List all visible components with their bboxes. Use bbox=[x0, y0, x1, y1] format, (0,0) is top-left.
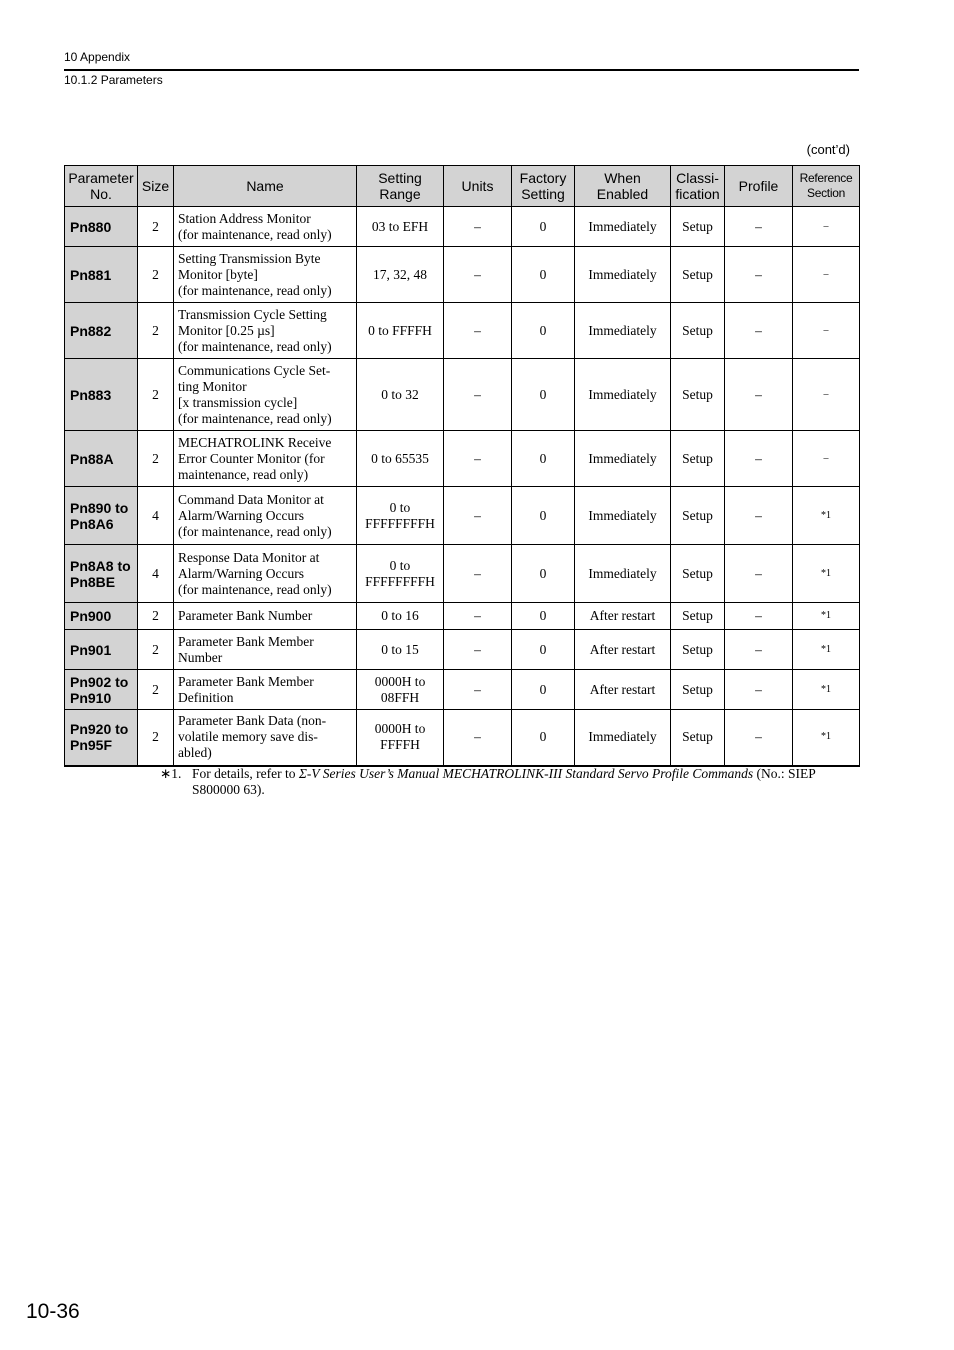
setting-range-cell bbox=[357, 431, 444, 487]
units-cell-text: – bbox=[474, 266, 481, 282]
reference-section-cell-text: *1 bbox=[821, 509, 831, 521]
section-heading: 10.1.2 Parameters bbox=[64, 73, 163, 87]
name-cell bbox=[174, 431, 357, 487]
factory-setting-cell bbox=[512, 603, 575, 630]
table-row bbox=[65, 247, 860, 303]
name-cell-line: abled) bbox=[178, 745, 212, 761]
table-row bbox=[65, 545, 860, 603]
profile-cell bbox=[725, 545, 793, 603]
parameter-no-cell bbox=[65, 247, 138, 303]
reference-section-cell bbox=[793, 487, 860, 545]
profile-cell-text: – bbox=[755, 266, 762, 282]
setting-range-cell-line: 0000H to bbox=[374, 673, 426, 689]
factory-setting-cell-text: 0 bbox=[539, 641, 547, 657]
reference-section-cell-text: *1 bbox=[821, 683, 831, 695]
classification-cell-text: Setup bbox=[682, 266, 713, 282]
parameter-no-cell-line: Pn88A bbox=[70, 450, 114, 467]
classification-cell bbox=[671, 545, 725, 603]
name-cell-line: Alarm/Warning Occurs bbox=[178, 507, 304, 523]
size-cell-text: 2 bbox=[152, 386, 159, 402]
name-cell bbox=[174, 545, 357, 603]
factory-setting-cell-text: 0 bbox=[539, 266, 547, 282]
factory-setting-cell bbox=[512, 630, 575, 670]
factory-setting-cell bbox=[512, 545, 575, 603]
factory-setting-cell bbox=[512, 359, 575, 431]
classification-cell-text: Setup bbox=[682, 386, 713, 402]
column-header-line: Factory bbox=[519, 170, 567, 186]
name-cell-line: Communications Cycle Set- bbox=[178, 362, 331, 378]
factory-setting-cell-text: 0 bbox=[539, 507, 547, 523]
parameter-no-cell bbox=[65, 303, 138, 359]
reference-section-cell bbox=[793, 603, 860, 630]
size-cell-text: 2 bbox=[152, 266, 159, 282]
units-cell bbox=[444, 431, 512, 487]
parameter-no-cell bbox=[65, 603, 138, 630]
reference-section-cell-text: – bbox=[823, 220, 829, 232]
profile-cell-text: – bbox=[755, 322, 762, 338]
parameter-no-cell-line: Pn880 bbox=[70, 218, 112, 235]
factory-setting-cell bbox=[512, 431, 575, 487]
name-cell-line: Parameter Bank Data (non- bbox=[178, 713, 327, 729]
parameter-no-cell bbox=[65, 359, 138, 431]
classification-cell bbox=[671, 603, 725, 630]
profile-cell-text: – bbox=[755, 450, 762, 466]
reference-section-cell bbox=[793, 303, 860, 359]
classification-cell bbox=[671, 710, 725, 766]
name-cell-line: (for maintenance, read only) bbox=[178, 581, 332, 597]
name-cell-line: (for maintenance, read only) bbox=[178, 282, 332, 298]
reference-section-cell-text: – bbox=[823, 268, 829, 280]
column-header-line: No. bbox=[90, 186, 112, 202]
units-cell bbox=[444, 545, 512, 603]
table-row bbox=[65, 207, 860, 247]
size-cell bbox=[138, 670, 174, 710]
parameter-no-cell bbox=[65, 545, 138, 603]
parameter-no-cell-line: Pn882 bbox=[70, 322, 112, 339]
reference-section-cell-text: – bbox=[823, 324, 829, 336]
size-cell bbox=[138, 359, 174, 431]
name-cell bbox=[174, 303, 357, 359]
name-cell-line: volatile memory save dis- bbox=[178, 729, 318, 745]
classification-cell bbox=[671, 207, 725, 247]
name-cell bbox=[174, 247, 357, 303]
name-cell-line: Monitor [0.25 µs] bbox=[178, 322, 275, 338]
name-cell bbox=[174, 630, 357, 670]
name-cell-line: [x transmission cycle] bbox=[178, 394, 298, 410]
setting-range-cell bbox=[357, 359, 444, 431]
units-cell bbox=[444, 603, 512, 630]
table-row bbox=[65, 303, 860, 359]
parameter-no-cell-line: Pn901 bbox=[70, 641, 112, 658]
size-cell-text: 2 bbox=[152, 681, 159, 697]
name-cell-line: Transmission Cycle Setting bbox=[178, 306, 327, 322]
size-cell-text: 2 bbox=[152, 608, 159, 623]
profile-cell bbox=[725, 630, 793, 670]
column-header-3 bbox=[357, 166, 444, 207]
profile-cell bbox=[725, 359, 793, 431]
name-cell-line: Command Data Monitor at bbox=[178, 491, 324, 507]
setting-range-cell bbox=[357, 487, 444, 545]
parameter-no-cell bbox=[65, 670, 138, 710]
setting-range-cell-line: FFFFFFFFH bbox=[365, 573, 435, 589]
name-cell-line: maintenance, read only) bbox=[178, 466, 309, 482]
setting-range-cell bbox=[357, 630, 444, 670]
classification-cell bbox=[671, 670, 725, 710]
setting-range-cell-line: FFFFH bbox=[380, 737, 420, 753]
reference-section-cell bbox=[793, 247, 860, 303]
parameter-no-cell-line: Pn920 to bbox=[70, 721, 129, 738]
setting-range-cell-line: 0 to 65535 bbox=[371, 450, 429, 466]
when-enabled-cell-text: Immediately bbox=[588, 729, 657, 745]
setting-range-cell bbox=[357, 303, 444, 359]
table-row bbox=[65, 630, 860, 670]
setting-range-cell-line: 17, 32, 48 bbox=[373, 266, 427, 282]
name-cell bbox=[174, 670, 357, 710]
parameter-no-cell-line: Pn881 bbox=[70, 266, 112, 283]
column-header-line: fication bbox=[675, 186, 720, 202]
size-cell-text: 2 bbox=[152, 322, 159, 338]
column-header-1 bbox=[138, 166, 174, 207]
setting-range-cell bbox=[357, 247, 444, 303]
setting-range-cell bbox=[357, 207, 444, 247]
factory-setting-cell-text: 0 bbox=[539, 681, 547, 697]
when-enabled-cell-text: Immediately bbox=[588, 450, 657, 466]
when-enabled-cell bbox=[575, 630, 671, 670]
size-cell bbox=[138, 545, 174, 603]
footnote-suffix-2: S800000 63). bbox=[192, 782, 265, 797]
size-cell bbox=[138, 710, 174, 766]
factory-setting-cell-text: 0 bbox=[539, 450, 547, 466]
table-header-row bbox=[65, 166, 860, 207]
column-header-line: Units bbox=[461, 178, 494, 194]
parameter-no-cell-line: Pn95F bbox=[70, 737, 113, 754]
classification-cell-text: Setup bbox=[682, 729, 713, 745]
factory-setting-cell-text: 0 bbox=[539, 608, 547, 623]
column-header-line: Classi- bbox=[676, 170, 719, 186]
when-enabled-cell bbox=[575, 359, 671, 431]
setting-range-cell-line: 08FFH bbox=[380, 689, 420, 705]
classification-cell bbox=[671, 303, 725, 359]
reference-section-cell bbox=[793, 431, 860, 487]
when-enabled-cell-text: After restart bbox=[589, 608, 656, 623]
profile-cell-text: – bbox=[755, 507, 762, 523]
units-cell bbox=[444, 630, 512, 670]
name-cell-line: (for maintenance, read only) bbox=[178, 523, 332, 539]
factory-setting-cell-text: 0 bbox=[539, 565, 547, 581]
units-cell-text: – bbox=[474, 641, 481, 657]
when-enabled-cell bbox=[575, 247, 671, 303]
reference-section-cell bbox=[793, 207, 860, 247]
parameter-table bbox=[64, 165, 860, 767]
name-cell-line: MECHATROLINK Receive bbox=[178, 434, 332, 450]
name-cell bbox=[174, 603, 357, 630]
footnote-prefix: For details, refer to bbox=[192, 766, 299, 781]
table-row bbox=[65, 431, 860, 487]
setting-range-cell-line: 0 to FFFFH bbox=[368, 322, 432, 338]
units-cell-text: – bbox=[474, 681, 481, 697]
units-cell bbox=[444, 670, 512, 710]
name-cell-line: Parameter Bank Member bbox=[178, 633, 314, 649]
when-enabled-cell bbox=[575, 487, 671, 545]
size-cell bbox=[138, 247, 174, 303]
column-header-5 bbox=[512, 166, 575, 207]
name-cell-line: ting Monitor bbox=[178, 378, 247, 394]
classification-cell bbox=[671, 431, 725, 487]
setting-range-cell-line: 0 to bbox=[389, 557, 411, 573]
parameter-no-cell bbox=[65, 207, 138, 247]
classification-cell-text: Setup bbox=[682, 565, 713, 581]
parameter-no-cell bbox=[65, 431, 138, 487]
factory-setting-cell bbox=[512, 487, 575, 545]
setting-range-cell-line: 0 to 16 bbox=[381, 608, 419, 623]
column-header-line: Enabled bbox=[596, 186, 649, 202]
factory-setting-cell-text: 0 bbox=[539, 218, 547, 234]
when-enabled-cell-text: After restart bbox=[589, 641, 656, 657]
page-number: 10-36 bbox=[26, 1300, 80, 1323]
when-enabled-cell-text: Immediately bbox=[588, 565, 657, 581]
classification-cell bbox=[671, 359, 725, 431]
footnote-manual-title: Σ-V Series User’s Manual MECHATROLINK-III Standard Servo Profile Commands bbox=[298, 766, 754, 781]
name-cell bbox=[174, 487, 357, 545]
profile-cell bbox=[725, 431, 793, 487]
reference-section-cell-text: – bbox=[823, 452, 829, 464]
reference-section-cell-text: – bbox=[823, 388, 829, 400]
when-enabled-cell bbox=[575, 303, 671, 359]
factory-setting-cell bbox=[512, 207, 575, 247]
table-body bbox=[65, 207, 860, 766]
reference-section-cell bbox=[793, 545, 860, 603]
name-cell-line: Parameter Bank Number bbox=[178, 608, 313, 623]
footnote-mark: ∗1. bbox=[160, 766, 182, 781]
name-cell-line: Definition bbox=[178, 689, 234, 705]
reference-section-cell bbox=[793, 710, 860, 766]
name-cell-line: (for maintenance, read only) bbox=[178, 226, 332, 242]
when-enabled-cell-text: Immediately bbox=[588, 507, 657, 523]
setting-range-cell bbox=[357, 710, 444, 766]
when-enabled-cell bbox=[575, 710, 671, 766]
profile-cell-text: – bbox=[755, 565, 762, 581]
setting-range-cell-line: 0 to bbox=[389, 499, 411, 515]
units-cell bbox=[444, 247, 512, 303]
size-cell bbox=[138, 603, 174, 630]
name-cell-line: Number bbox=[178, 649, 223, 665]
when-enabled-cell bbox=[575, 603, 671, 630]
size-cell bbox=[138, 487, 174, 545]
factory-setting-cell-text: 0 bbox=[539, 386, 547, 402]
when-enabled-cell bbox=[575, 545, 671, 603]
units-cell-text: – bbox=[474, 565, 481, 581]
name-cell-line: Setting Transmission Byte bbox=[178, 250, 321, 266]
units-cell-text: – bbox=[474, 386, 481, 402]
units-cell-text: – bbox=[474, 507, 481, 523]
name-cell bbox=[174, 207, 357, 247]
size-cell-text: 2 bbox=[152, 729, 159, 745]
factory-setting-cell bbox=[512, 670, 575, 710]
factory-setting-cell bbox=[512, 303, 575, 359]
table-row bbox=[65, 710, 860, 766]
column-header-line: Setting bbox=[521, 186, 565, 202]
reference-section-cell bbox=[793, 670, 860, 710]
profile-cell-text: – bbox=[755, 386, 762, 402]
name-cell-line: Station Address Monitor bbox=[178, 210, 311, 226]
column-header-8 bbox=[725, 166, 793, 207]
setting-range-cell-line: 0000H to bbox=[374, 721, 426, 737]
setting-range-cell-line: 03 to EFH bbox=[371, 218, 429, 234]
column-header-line: Size bbox=[141, 178, 170, 194]
units-cell-text: – bbox=[474, 322, 481, 338]
units-cell bbox=[444, 303, 512, 359]
setting-range-cell bbox=[357, 603, 444, 630]
classification-cell-text: Setup bbox=[682, 681, 713, 697]
when-enabled-cell-text: Immediately bbox=[588, 386, 657, 402]
column-header-line: When bbox=[604, 170, 641, 186]
reference-section-cell bbox=[793, 359, 860, 431]
parameter-no-cell-line: Pn8A6 bbox=[70, 515, 114, 532]
table-row bbox=[65, 487, 860, 545]
classification-cell-text: Setup bbox=[682, 322, 713, 338]
profile-cell bbox=[725, 603, 793, 630]
size-cell bbox=[138, 630, 174, 670]
profile-cell bbox=[725, 247, 793, 303]
when-enabled-cell-text: Immediately bbox=[588, 266, 657, 282]
column-header-line: Profile bbox=[738, 178, 779, 194]
classification-cell-text: Setup bbox=[682, 641, 713, 657]
parameter-no-cell-line: Pn910 bbox=[70, 689, 112, 706]
units-cell bbox=[444, 487, 512, 545]
size-cell-text: 4 bbox=[152, 565, 159, 581]
size-cell bbox=[138, 207, 174, 247]
setting-range-cell-line: 0 to 32 bbox=[381, 386, 419, 402]
classification-cell bbox=[671, 247, 725, 303]
column-header-6 bbox=[575, 166, 671, 207]
units-cell-text: – bbox=[474, 218, 481, 234]
units-cell-text: – bbox=[474, 450, 481, 466]
column-header-2 bbox=[174, 166, 357, 207]
when-enabled-cell bbox=[575, 431, 671, 487]
parameter-no-cell-line: Pn883 bbox=[70, 386, 112, 403]
profile-cell-text: – bbox=[755, 608, 762, 623]
name-cell bbox=[174, 359, 357, 431]
name-cell-line: Error Counter Monitor (for bbox=[178, 450, 325, 466]
classification-cell-text: Setup bbox=[682, 507, 713, 523]
name-cell-line: (for maintenance, read only) bbox=[178, 338, 332, 354]
when-enabled-cell-text: Immediately bbox=[588, 322, 657, 338]
parameter-no-cell bbox=[65, 710, 138, 766]
column-header-line: Parameter bbox=[68, 170, 134, 186]
size-cell bbox=[138, 431, 174, 487]
reference-section-cell-text: *1 bbox=[821, 643, 831, 655]
setting-range-cell bbox=[357, 670, 444, 710]
table-row bbox=[65, 359, 860, 431]
parameter-no-cell bbox=[65, 487, 138, 545]
column-header-7 bbox=[671, 166, 725, 207]
header-rule bbox=[64, 69, 859, 71]
name-cell-line: Monitor [byte] bbox=[178, 266, 258, 282]
reference-section-cell-text: *1 bbox=[821, 567, 831, 579]
parameter-no-cell bbox=[65, 630, 138, 670]
units-cell-text: – bbox=[474, 608, 481, 623]
profile-cell-text: – bbox=[755, 641, 762, 657]
parameter-no-cell-line: Pn902 to bbox=[70, 673, 129, 690]
size-cell bbox=[138, 303, 174, 359]
name-cell-line: Response Data Monitor at bbox=[178, 549, 320, 565]
profile-cell bbox=[725, 710, 793, 766]
reference-section-cell bbox=[793, 630, 860, 670]
parameter-no-cell-line: Pn900 bbox=[70, 608, 112, 624]
profile-cell-text: – bbox=[755, 681, 762, 697]
when-enabled-cell-text: Immediately bbox=[588, 218, 657, 234]
profile-cell-text: – bbox=[755, 729, 762, 745]
table-row bbox=[65, 670, 860, 710]
size-cell-text: 2 bbox=[152, 641, 159, 657]
name-cell-line: Alarm/Warning Occurs bbox=[178, 565, 304, 581]
reference-section-cell-text: *1 bbox=[821, 610, 831, 621]
parameter-no-cell-line: Pn8BE bbox=[70, 573, 116, 590]
setting-range-cell bbox=[357, 545, 444, 603]
size-cell-text: 2 bbox=[152, 218, 159, 234]
name-cell-line: (for maintenance, read only) bbox=[178, 410, 332, 426]
table-row bbox=[65, 603, 860, 630]
units-cell bbox=[444, 710, 512, 766]
size-cell-text: 4 bbox=[152, 507, 159, 523]
name-cell-line: Parameter Bank Member bbox=[178, 673, 314, 689]
classification-cell-text: Setup bbox=[682, 608, 713, 623]
column-header-0 bbox=[65, 166, 138, 207]
factory-setting-cell bbox=[512, 247, 575, 303]
column-header-9 bbox=[793, 166, 860, 207]
units-cell-text: – bbox=[474, 729, 481, 745]
footnote-text bbox=[192, 766, 852, 798]
setting-range-cell-line: FFFFFFFFH bbox=[365, 515, 435, 531]
column-header-line: Reference bbox=[799, 171, 853, 185]
classification-cell bbox=[671, 487, 725, 545]
size-cell-text: 2 bbox=[152, 450, 159, 466]
parameter-no-cell-line: Pn890 to bbox=[70, 499, 129, 516]
profile-cell bbox=[725, 487, 793, 545]
name-cell bbox=[174, 710, 357, 766]
profile-cell bbox=[725, 303, 793, 359]
classification-cell bbox=[671, 630, 725, 670]
factory-setting-cell bbox=[512, 710, 575, 766]
classification-cell-text: Setup bbox=[682, 450, 713, 466]
factory-setting-cell-text: 0 bbox=[539, 322, 547, 338]
column-header-line: Setting bbox=[378, 170, 422, 186]
column-header-line: Name bbox=[246, 178, 284, 194]
when-enabled-cell bbox=[575, 670, 671, 710]
profile-cell bbox=[725, 207, 793, 247]
footnote-suffix-1: (No.: SIEP bbox=[753, 766, 816, 781]
chapter-heading: 10 Appendix bbox=[64, 50, 131, 64]
parameter-no-cell-line: Pn8A8 to bbox=[70, 557, 131, 574]
when-enabled-cell bbox=[575, 207, 671, 247]
profile-cell bbox=[725, 670, 793, 710]
when-enabled-cell-text: After restart bbox=[589, 681, 656, 697]
profile-cell-text: – bbox=[755, 218, 762, 234]
setting-range-cell-line: 0 to 15 bbox=[381, 641, 419, 657]
reference-section-cell-text: *1 bbox=[821, 731, 831, 743]
column-header-line: Range bbox=[379, 186, 421, 202]
units-cell bbox=[444, 207, 512, 247]
units-cell bbox=[444, 359, 512, 431]
classification-cell-text: Setup bbox=[682, 218, 713, 234]
column-header-line: Section bbox=[807, 186, 845, 200]
column-header-4 bbox=[444, 166, 512, 207]
continued-label: (cont’d) bbox=[806, 142, 850, 157]
factory-setting-cell-text: 0 bbox=[539, 729, 547, 745]
